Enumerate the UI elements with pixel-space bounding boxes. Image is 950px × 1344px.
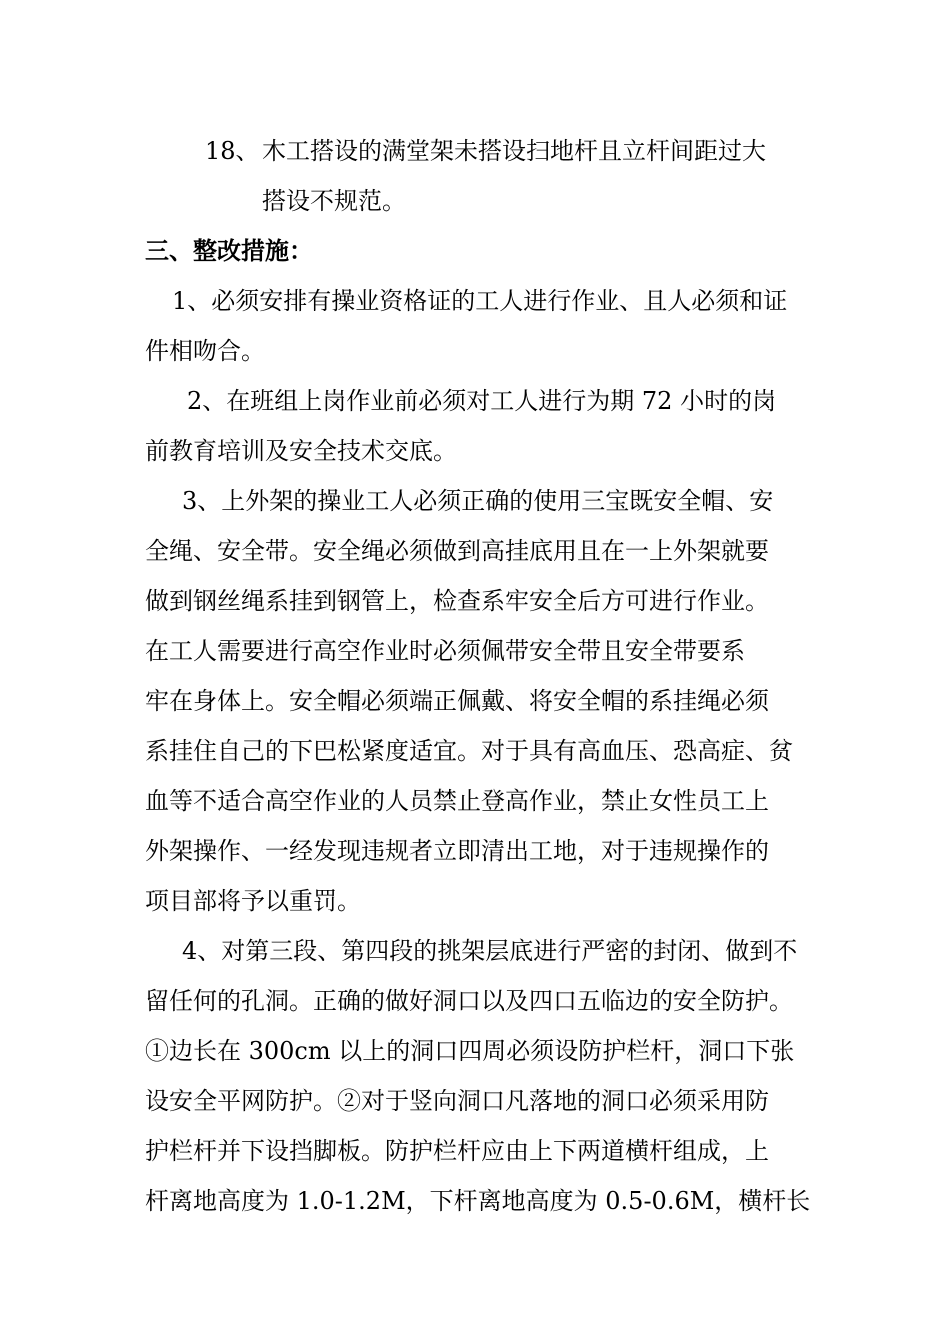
item-18-line-1: 木工搭设的满堂架未搭设扫地杆且立杆间距过大: [262, 137, 766, 165]
measure-4-line-3: ①边长在 300cm 以上的洞口四周必须设防护栏杆，洞口下张: [145, 1037, 795, 1065]
measure-4-line-4: 设安全平网防护。②对于竖向洞口凡落地的洞口必须采用防: [145, 1087, 769, 1115]
measure-4-line-1: 4、对第三段、第四段的挑架层底进行严密的封闭、做到不: [182, 937, 798, 965]
measure-4-line-2: 留任何的孔洞。正确的做好洞口以及四口五临边的安全防护。: [145, 987, 793, 1015]
measure-4-line-5: 护栏杆并下设挡脚板。防护栏杆应由上下两道横杆组成，上: [145, 1137, 769, 1165]
measure-3-line-1: 3、上外架的操业工人必须正确的使用三宝既安全帽、安: [182, 487, 774, 515]
measure-3-line-4: 在工人需要进行高空作业时必须佩带安全带且安全带要系: [145, 637, 745, 665]
item-18-line-2: 搭设不规范。: [262, 187, 406, 215]
measure-4-line-6: 杆离地高度为 1.0-1.2M，下杆离地高度为 0.5-0.6M，横杆长: [145, 1187, 811, 1215]
measure-3-line-2: 全绳、安全带。安全绳必须做到高挂底用且在一上外架就要: [145, 537, 769, 565]
measure-1-line-1: 1、必须安排有操业资格证的工人进行作业、且人必须和证: [172, 287, 788, 315]
measure-3-line-8: 外架操作、一经发现违规者立即清出工地，对于违规操作的: [145, 837, 769, 865]
measure-3-line-9: 项目部将予以重罚。: [145, 887, 361, 915]
measure-1-line-2: 件相吻合。: [145, 337, 265, 365]
section-heading: 三、整改措施：: [145, 236, 313, 265]
measure-2-line-2: 前教育培训及安全技术交底。: [145, 437, 457, 465]
measure-2-line-1: 2、在班组上岗作业前必须对工人进行为期 72 小时的岗: [187, 387, 777, 415]
measure-3-line-5: 牢在身体上。安全帽必须端正佩戴、将安全帽的系挂绳必须: [145, 687, 769, 715]
item-18-number: 18、: [205, 137, 260, 165]
measure-3-line-3: 做到钢丝绳系挂到钢管上，检查系牢安全后方可进行作业。: [145, 587, 769, 615]
measure-3-line-7: 血等不适合高空作业的人员禁止登高作业，禁止女性员工上: [145, 787, 769, 815]
measure-3-line-6: 系挂住自己的下巴松紧度适宜。对于具有高血压、恐高症、贫: [145, 737, 793, 765]
